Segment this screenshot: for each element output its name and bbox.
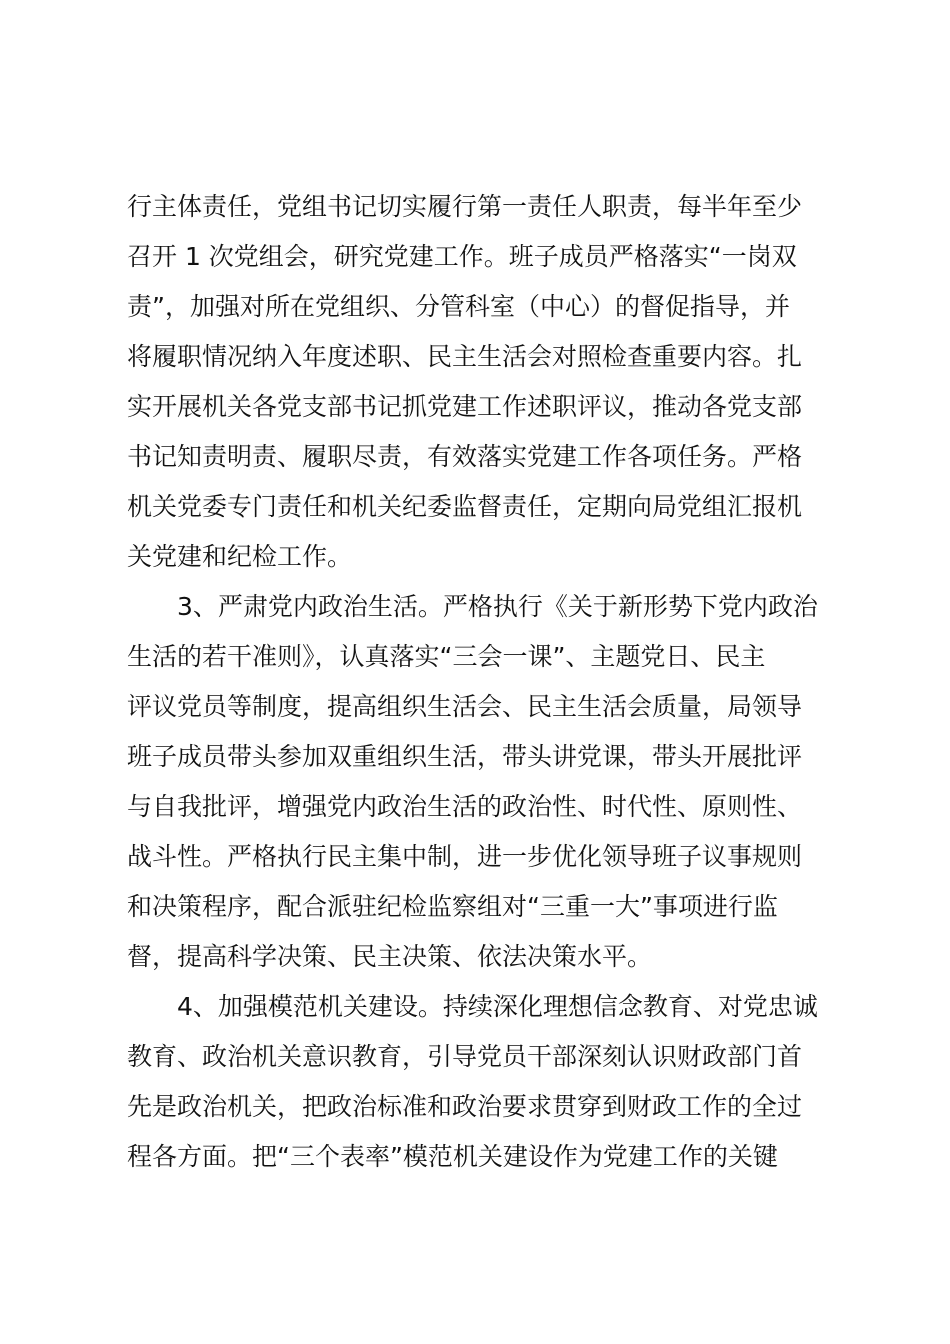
text-line: 将履职情况纳入年度述职、民主生活会对照检查重要内容。扎	[127, 342, 803, 371]
text-line: 班子成员带头参加双重组织生活，带头讲党课，带头开展批评	[127, 742, 803, 771]
paragraph-3	[127, 582, 831, 982]
text-line: 行主体责任，党组书记切实履行第一责任人职责，每半年至少	[127, 192, 803, 221]
document-body	[127, 182, 831, 1182]
text-line: 召开 1 次党组会，研究党建工作。班子成员严格落实“一岗双	[127, 242, 797, 271]
text-line: 程各方面。把“三个表率”模范机关建设作为党建工作的关键	[127, 1142, 778, 1171]
text-line: 战斗性。严格执行民主集中制，进一步优化领导班子议事规则	[127, 842, 803, 871]
text-line: 关党建和纪检工作。	[127, 542, 353, 571]
text-line: 书记知责明责、履职尽责，有效落实党建工作各项任务。严格	[127, 442, 803, 471]
text-line: 与自我批评，增强党内政治生活的政治性、时代性、原则性、	[127, 792, 803, 821]
text-line: 教育、政治机关意识教育，引导党员干部深刻认识财政部门首	[127, 1042, 803, 1071]
text-line: 责”，加强对所在党组织、分管科室（中心）的督促指导，并	[127, 292, 790, 321]
paragraph-continued	[127, 182, 831, 582]
text-line: 督，提高科学决策、民主决策、依法决策水平。	[127, 942, 653, 971]
text-line-first: 3、严肃党内政治生活。严格执行《关于新形势下党内政治	[177, 592, 818, 621]
text-line: 机关党委专门责任和机关纪委监督责任，定期向局党组汇报机	[127, 492, 803, 521]
text-line: 和决策程序，配合派驻纪检监察组对“三重一大”事项进行监	[127, 892, 778, 921]
text-line: 评议党员等制度，提高组织生活会、民主生活会质量，局领导	[127, 692, 803, 721]
text-line: 先是政治机关，把政治标准和政治要求贯穿到财政工作的全过	[127, 1092, 803, 1121]
text-line-first: 4、加强模范机关建设。持续深化理想信念教育、对党忠诚	[177, 992, 818, 1021]
text-line: 生活的若干准则》，认真落实“三会一课”、主题党日、民主	[127, 642, 766, 671]
text-line: 实开展机关各党支部书记抓党建工作述职评议，推动各党支部	[127, 392, 803, 421]
paragraph-4	[127, 982, 831, 1182]
